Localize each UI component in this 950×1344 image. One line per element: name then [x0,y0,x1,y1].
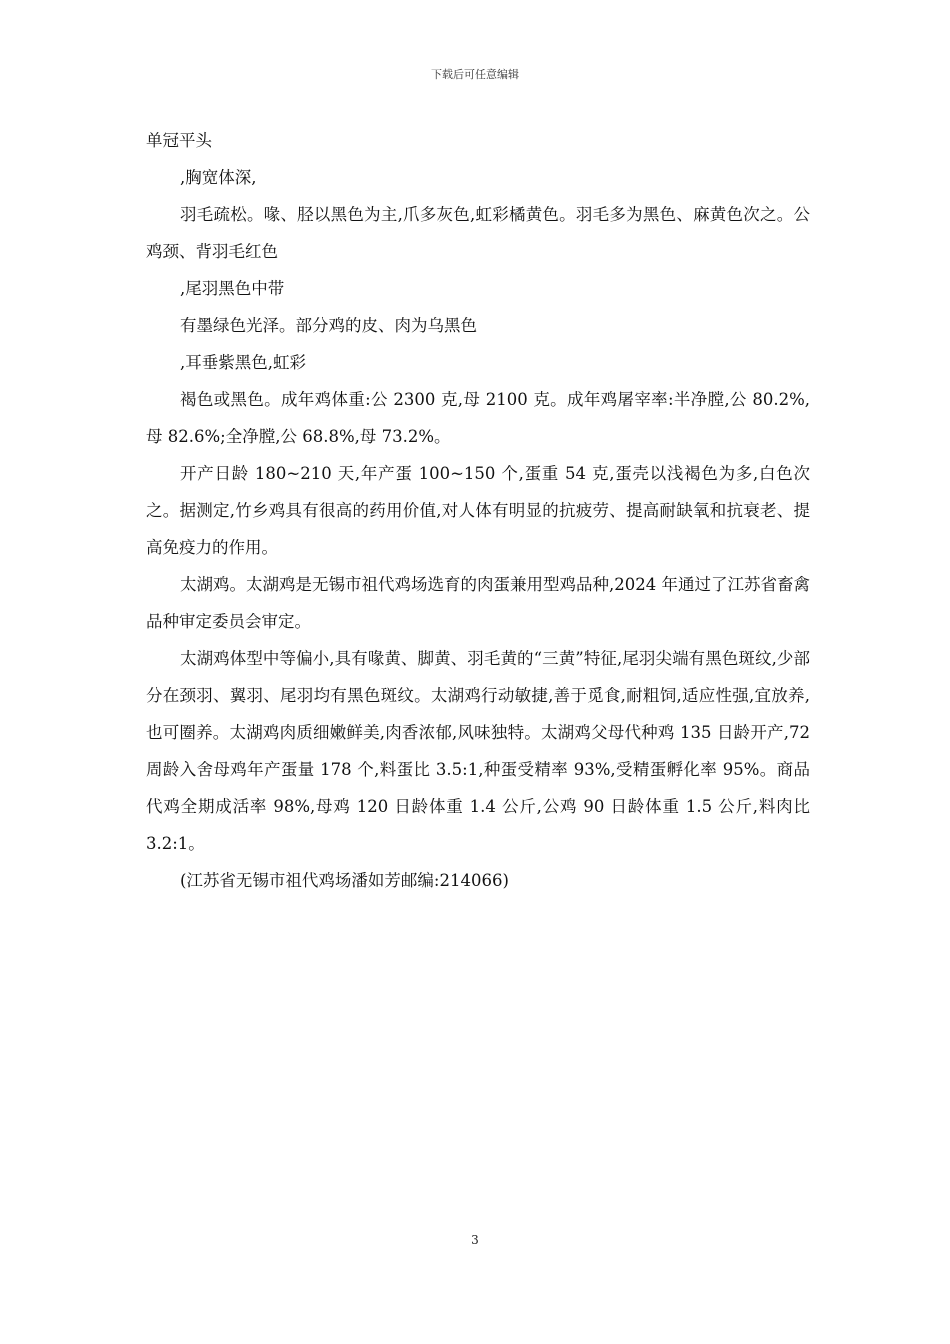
paragraph-7: 褐色或黑色。成年鸡体重:公 2300 克,母 2100 克。成年鸡屠宰率:半净膛,公 80.2%,母 82.6%;全净膛,公 68.8%,母 73.2%。 [146,390,810,446]
paragraph-11: (江苏省无锡市祖代鸡场潘如芳邮编:214066) [180,871,509,890]
paragraph-6: ,耳垂紫黑色,虹彩 [180,353,306,372]
document-body [146,122,810,899]
paragraph-9: 太湖鸡。太湖鸡是无锡市祖代鸡场选育的肉蛋兼用型鸡品种,2024 年通过了江苏省畜禽品种审定委员会审定。 [146,575,810,631]
paragraph-2: ,胸宽体深, [180,168,257,187]
paragraph-4: ,尾羽黑色中带 [180,279,285,298]
paragraph-1: 单冠平头 [146,131,212,150]
page-header: 下载后可任意编辑 [431,68,519,81]
paragraph-8: 开产日龄 180~210 天,年产蛋 100~150 个,蛋重 54 克,蛋壳以浅褐色为多,白色次之。据测定,竹乡鸡具有很高的药用价值,对人体有明显的抗疲劳、提高耐缺氧和抗衰老、提高免疫力的作用。 [146,464,810,557]
page-number: 3 [471,1233,479,1247]
paragraph-10: 太湖鸡体型中等偏小,具有喙黄、脚黄、羽毛黄的“三黄”特征,尾羽尖端有黑色斑纹,少部分在颈羽、翼羽、尾羽均有黑色斑纹。太湖鸡行动敏捷,善于觅食,耐粗饲,适应性强,宜放养,也可圈养。太湖鸡肉质细嫩鲜美,肉香浓郁,风味独特。太湖鸡父母代种鸡 135 日龄开产,72 周龄入舍母鸡年产蛋量 178 个,料蛋比 3.5:1,种蛋受精率 93%,受精蛋孵化率 95%。商品代鸡全期成活率 98%,母鸡 120 日龄体重 1.4 公斤,公鸡 90 日龄体重 1.5 公斤,料肉比 3.2:1。 [146,649,810,853]
paragraph-3: 羽毛疏松。喙、胫以黑色为主,爪多灰色,虹彩橘黄色。羽毛多为黑色、麻黄色次之。公鸡颈、背羽毛红色 [146,205,810,261]
paragraph-5: 有墨绿色光泽。部分鸡的皮、肉为乌黑色 [180,316,477,335]
